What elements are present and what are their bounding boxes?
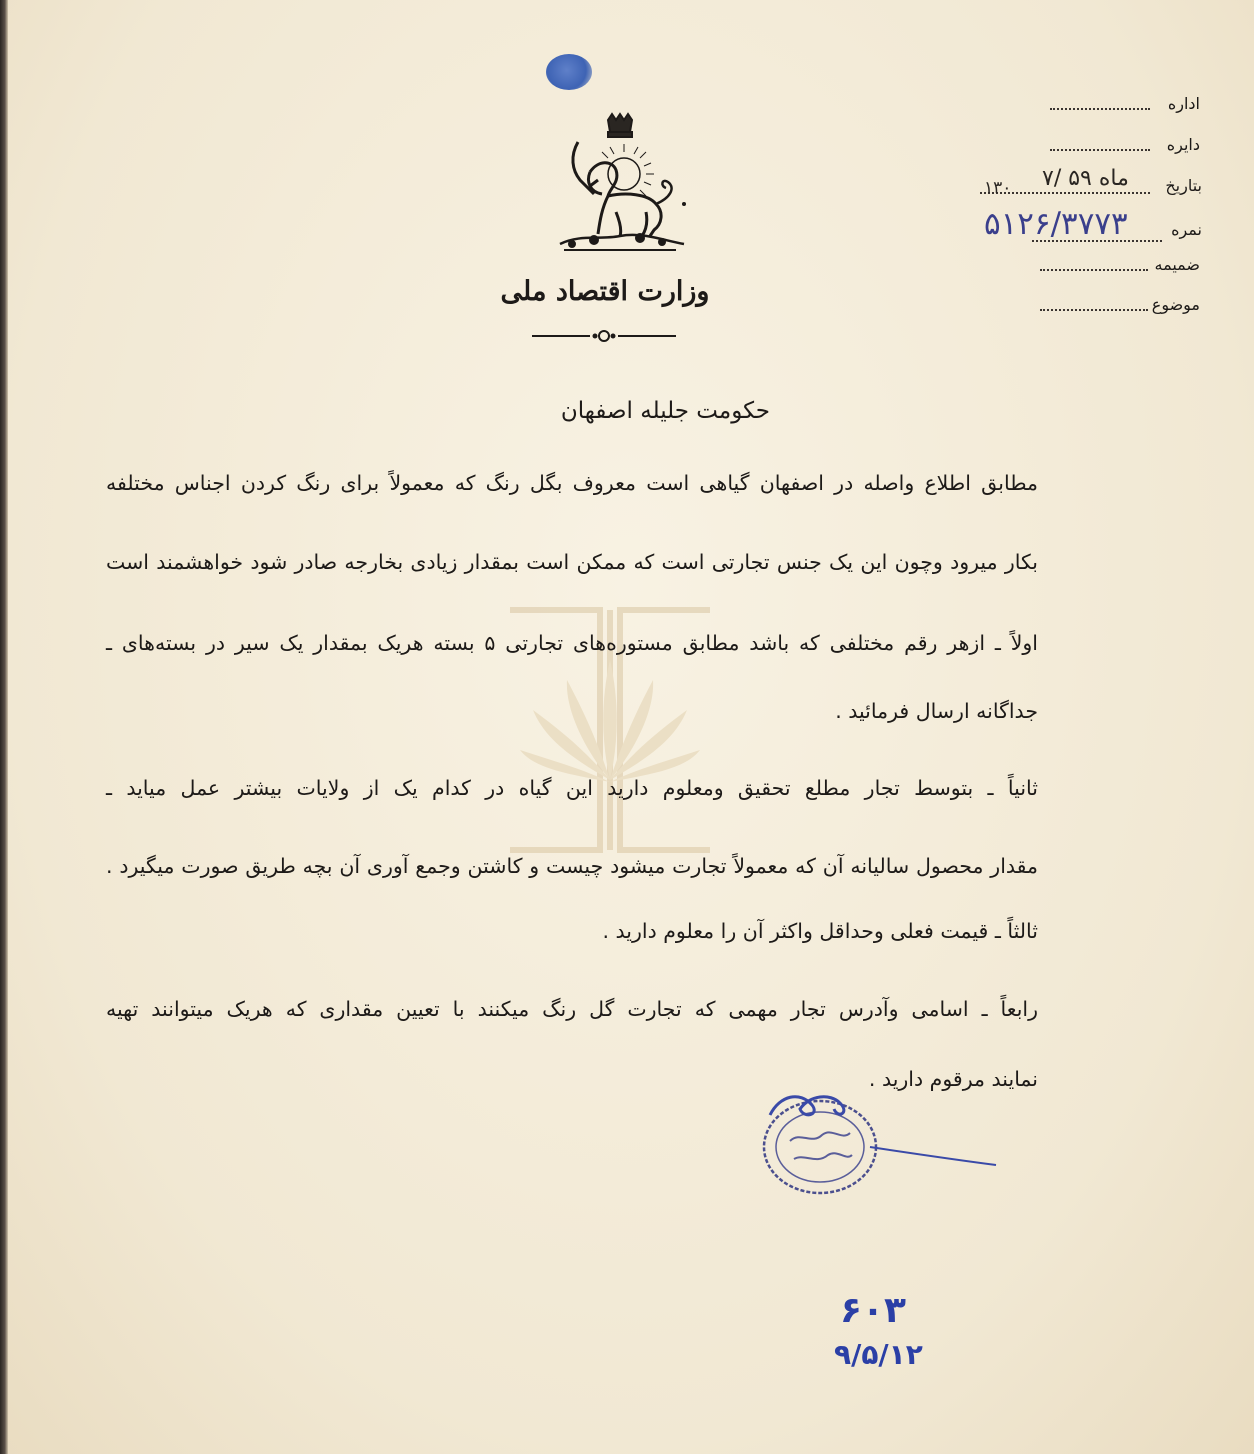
office-dotted-line (1050, 149, 1150, 151)
letter-line-6: مقدار محصول سالیانه آن که معمولاً تجارت میشود چیست و کاشتن وجمع آوری آن بچه طریق صورت میگیرد . (106, 854, 1038, 878)
subject-dotted-line (1040, 309, 1148, 311)
scan-edge (0, 0, 8, 1454)
attachment-label: ضمیمه (1154, 255, 1200, 274)
subject-label: موضوع (1151, 295, 1200, 314)
office-field (1050, 135, 1200, 159)
letter-line-8: رابعاً ـ اسامی وآدرس تجار مهمی که تجارت گل رنگ میکنند با تعیین مقداری که هریک میتوانند تهیه (106, 997, 1038, 1021)
letter-line-2: بکار میرود وچون این یک جنس تجارتی است که ممکن است بمقدار زیادی بخارجه صادر شود خواهشمند است (106, 550, 1038, 574)
ink-stamp-blot (546, 54, 592, 90)
department-label: اداره (1167, 94, 1200, 113)
date-value: ۷/ ۵ماه ۹ (1042, 166, 1129, 191)
registry-number: ۶۰۳ (840, 1290, 906, 1331)
letter-line-1: مطابق اطلاع واصله در اصفهان گیاهی است معروف بگل رنگ که معمولاً برای رنگ کردن اجناس مختلفه (106, 471, 1038, 495)
department-dotted-line (1050, 108, 1150, 110)
letter-line-4: جداگانه ارسال فرمائید . (835, 699, 1038, 723)
ministry-title: وزارت اقتصاد ملی (500, 276, 710, 307)
letter-line-3: اولاً ـ ازهر رقم مختلفی که باشد مطابق مستوره‌های تجارتی ۵ بسته هریک بمقدار یک سیر در بسته‌های ـ (106, 631, 1038, 655)
letter-line-5: ثانیاً ـ بتوسط تجار مطلع تحقیق ومعلوم دارید این گیاه در کدام یک از ولایات بیشتر عمل میاید ـ (106, 776, 1038, 800)
ornament-divider (532, 328, 676, 344)
letter-salutation: حکومت جلیله اصفهان (560, 398, 770, 424)
lion-and-sun-emblem-icon (550, 112, 690, 262)
subject-field (1040, 295, 1200, 319)
number-label: نمره (1171, 220, 1202, 239)
date-label: بتاریخ (1165, 176, 1202, 195)
date-year: ۱۳۰ (984, 178, 1012, 198)
department-field (1050, 94, 1200, 118)
office-label: دایره (1166, 135, 1200, 154)
number-value: ۵۱۲۶/۳۷۷۳ (984, 206, 1128, 242)
attachment-dotted-line (1040, 269, 1148, 271)
attachment-field (1040, 255, 1200, 279)
registry-date: ۹/۵/۱۲ (834, 1338, 923, 1371)
letter-line-7: ثالثاً ـ قیمت فعلی وحداقل واکثر آن را معلوم دارید . (602, 919, 1038, 943)
letter-line-9: نمایند مرقوم دارید . (868, 1067, 1038, 1091)
official-seal-and-signature (760, 1085, 1000, 1205)
